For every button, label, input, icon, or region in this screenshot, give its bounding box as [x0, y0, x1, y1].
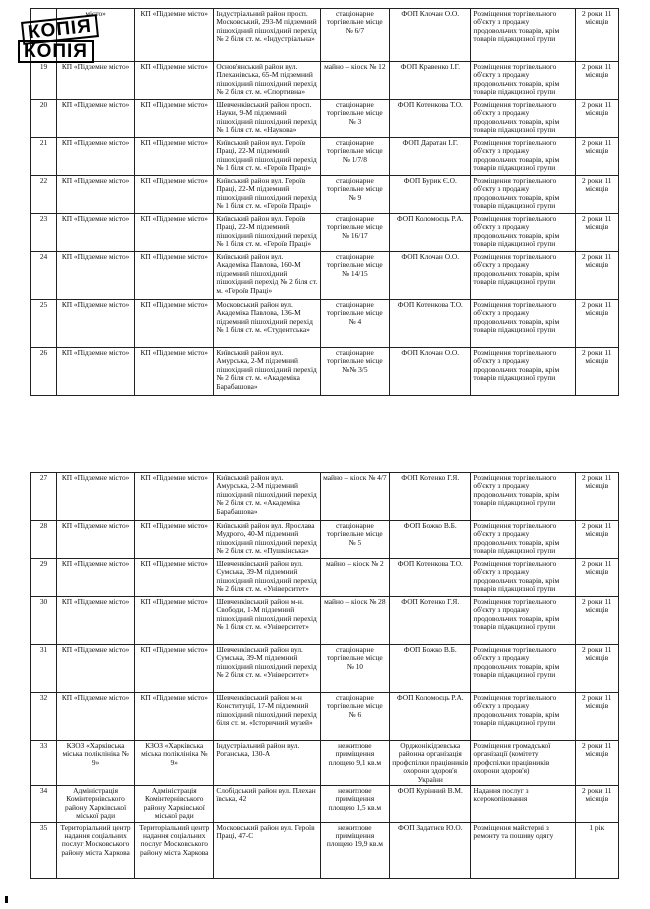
owner-cell: КП «Підземне місто» [57, 521, 135, 559]
purpose-cell: Розміщення громадської організації (комітету профспілки працівників охорони здоров'я) [471, 741, 575, 786]
operator-cell: КП «Підземне місто» [135, 100, 214, 138]
row-number: 23 [31, 214, 57, 252]
term-cell: 2 роки 11 місяців [575, 214, 618, 252]
purpose-cell: Розміщення торгівельного об'єкту з продажу продовольчих товарів, крім товарів підакцизної групи [471, 597, 575, 645]
address-cell: Київський район вул. Амурська, 2-М підземний пішохідний пішохідний перехід № 2 біля ст. м. «Академіка Барабашова» [214, 348, 320, 396]
place-cell: нежитлове приміщення площею 9,1 кв.м [320, 741, 389, 786]
table-row [31, 473, 619, 521]
term-cell: 2 роки 11 місяців [575, 597, 618, 645]
owner-cell: КП «Підземне місто» [57, 214, 135, 252]
row-number: 24 [31, 252, 57, 300]
row-number: 25 [31, 300, 57, 348]
address-cell: Київський район вул. Академіка Павлова, 160-М підземний пішохідний пішохідний перехід № 2 біля ст. м. «Героїв Праці» [214, 252, 320, 300]
address-cell: Київський район вул. Героїв Праці, 22-М підземний пішохідний пішохідний перехід № 1 біля ст. м. «Героїв Праці» [214, 214, 320, 252]
tenant-cell: ФОП Клочан О.О. [390, 252, 471, 300]
table-row [31, 348, 619, 396]
address-cell: Індустріальний район просп. Московський, 293-М підземний пішохідний пішохідний перехід № 2 біля ст. м. «Індустріальна» [214, 9, 320, 62]
owner-cell: КП «Підземне місто» [57, 252, 135, 300]
address-cell: Київський район вул. Героїв Праці, 22-М підземний пішохідний пішохідний перехід № 1 біля ст. м. «Героїв Праці» [214, 176, 320, 214]
row-number: 35 [31, 822, 57, 878]
table-row [31, 822, 619, 878]
owner-cell: КП «Підземне місто» [57, 645, 135, 693]
tenant-cell: Орджонікідзевська районна організація профспілки працівників охорони здоров'я України [390, 741, 471, 786]
term-cell: 2 роки 11 місяців [575, 348, 618, 396]
table-row [31, 176, 619, 214]
tenant-cell: ФОП Котенкова Т.О. [390, 300, 471, 348]
table-row [31, 252, 619, 300]
owner-cell: КП «Підземне місто» [57, 300, 135, 348]
tenant-cell: ФОП Божко В.Б. [390, 521, 471, 559]
tenant-cell: ФОП Клочан О.О. [390, 9, 471, 62]
owner-cell: місто» [57, 9, 135, 62]
table-row [31, 62, 619, 100]
term-cell: 2 роки 11 місяців [575, 176, 618, 214]
purpose-cell: Розміщення торгівельного об'єкту з продажу продовольчих товарів, крім товарів підакцизної групи [471, 348, 575, 396]
address-cell: Шевченківський район м-н. Свободи, 1-М підземний пішохідний пішохідний перехід № 1 біля ст. м. «Університет» [214, 597, 320, 645]
tenant-cell: ФОП Котенкова Т.О. [390, 559, 471, 597]
table-row [31, 138, 619, 176]
place-cell: стаціонарне торгівельне місце № 1/7/8 [320, 138, 389, 176]
operator-cell: КП «Підземне місто» [135, 176, 214, 214]
place-cell: стаціонарне торгівельне місце №№ 3/5 [320, 348, 389, 396]
table-row [31, 521, 619, 559]
table-row [31, 645, 619, 693]
term-cell: 2 роки 11 місяців [575, 786, 618, 823]
address-cell: Шевченківський район просп. Науки, 9-М підземний пішохідний пішохідний перехід № 1 біля ст. м. «Наукова» [214, 100, 320, 138]
place-cell: стаціонарне торгівельне місце № 10 [320, 645, 389, 693]
owner-cell: КП «Підземне місто» [57, 597, 135, 645]
term-cell: 1 рік [575, 822, 618, 878]
operator-cell: Територіальний центр надання соціальних послуг Московського району міста Харкова [135, 822, 214, 878]
owner-cell: КП «Підземне місто» [57, 176, 135, 214]
operator-cell: КЗОЗ «Харківська міська поліклініка № 9» [135, 741, 214, 786]
address-cell: Московський район вул. Героїв Праці, 47-С [214, 822, 320, 878]
place-cell: нежитлове приміщення площею 19,9 кв.м [320, 822, 389, 878]
owner-cell: КП «Підземне місто» [57, 559, 135, 597]
copy-stamp [14, 15, 126, 64]
row-number: 22 [31, 176, 57, 214]
operator-cell: КП «Підземне місто» [135, 521, 214, 559]
term-cell: 2 роки 11 місяців [575, 693, 618, 741]
operator-cell: КП «Підземне місто» [135, 62, 214, 100]
place-cell: стаціонарне торгівельне місце № 5 [320, 521, 389, 559]
purpose-cell: Розміщення торгівельного об'єкту з продажу продовольчих товарів, крім товарів підакцизної групи [471, 138, 575, 176]
purpose-cell: Розміщення торгівельного об'єкту з продажу продовольчих товарів, крім товарів підакцизної групи [471, 100, 575, 138]
lease-table-top [30, 8, 619, 396]
address-cell: Шевченківський район вул. Сумська, 39-М підземний пішохідний пішохідний перехід № 2 біля ст. м. «Університет» [214, 645, 320, 693]
term-cell: 2 роки 11 місяців [575, 300, 618, 348]
owner-cell: КП «Підземне місто» [57, 348, 135, 396]
address-cell: Московський район вул. Академіка Павлова, 136-М підземний пішохідний перехід № 1 біля ст. м. «Студентська» [214, 300, 320, 348]
owner-cell: КП «Підземне місто» [57, 100, 135, 138]
row-number: 27 [31, 473, 57, 521]
table-row [31, 559, 619, 597]
purpose-cell: Розміщення торгівельного об'єкту з продажу продовольчих товарів, крім товарів підакцизної групи [471, 559, 575, 597]
term-cell: 2 роки 11 місяців [575, 521, 618, 559]
row-number: 34 [31, 786, 57, 823]
operator-cell: Адміністрація Комінтернівського району Харківської міської ради [135, 786, 214, 823]
tenant-cell: ФОП Курінний В.М. [390, 786, 471, 823]
purpose-cell: Розміщення майстерні з ремонту та пошиву одягу [471, 822, 575, 878]
row-number: 26 [31, 348, 57, 396]
row-number: 21 [31, 138, 57, 176]
place-cell: майно – кіоск № 4/7 [320, 473, 389, 521]
term-cell: 2 роки 11 місяців [575, 559, 618, 597]
address-cell: Київський район вул. Амурська, 2-М підземний пішохідний пішохідний перехід № 2 біля ст. м. «Академіка Барабашова» [214, 473, 320, 521]
tenant-cell: ФОП Клочан О.О. [390, 348, 471, 396]
operator-cell: КП «Підземне місто» [135, 252, 214, 300]
copy-stamp-text: КОПІЯ [21, 14, 99, 45]
row-number: 29 [31, 559, 57, 597]
table-row [31, 693, 619, 741]
row-number: 31 [31, 645, 57, 693]
owner-cell: Територіальний центр надання соціальних послуг Московського району міста Харкова [57, 822, 135, 878]
operator-cell: КП «Підземне місто» [135, 214, 214, 252]
address-cell: Індустріальний район вул. Роганська, 130-А [214, 741, 320, 786]
tenant-cell: ФОП Коломоєць Р.А. [390, 693, 471, 741]
purpose-cell: Розміщення торгівельного об'єкту з продажу продовольчих товарів, крім товарів підакцизної групи [471, 252, 575, 300]
operator-cell: КП «Підземне місто» [135, 597, 214, 645]
tenant-cell: ФОП Божко В.Б. [390, 645, 471, 693]
place-cell: стаціонарне торгівельне місце № 6/7 [320, 9, 389, 62]
table-row [31, 100, 619, 138]
term-cell: 2 роки 11 місяців [575, 62, 618, 100]
operator-cell: КП «Підземне місто» [135, 300, 214, 348]
address-cell: Київський район вул. Ярослава Мудрого, 40-М підземний пішохідний пішохідний перехід № 2 біля ст. м. «Пушкінська» [214, 521, 320, 559]
purpose-cell: Розміщення торгівельного об'єкту з продажу продовольчих товарів, крім товарів підакцизної групи [471, 62, 575, 100]
term-cell: 2 роки 11 місяців [575, 100, 618, 138]
lease-table-bottom [30, 472, 619, 879]
purpose-cell: Розміщення торгівельного об'єкту з продажу продовольчих товарів, крім товарів підакцизної групи [471, 9, 575, 62]
term-cell: 2 роки 11 місяців [575, 741, 618, 786]
row-number: 19 [31, 62, 57, 100]
operator-cell: КП «Підземне місто» [135, 348, 214, 396]
term-cell: 2 роки 11 місяців [575, 9, 618, 62]
owner-cell: КП «Підземне місто» [57, 138, 135, 176]
table-row [31, 300, 619, 348]
purpose-cell: Розміщення торгівельного об'єкту з продажу продовольчих товарів, крім товарів підакцизної групи [471, 645, 575, 693]
address-cell: Шевченківський район м-н Конституції, 17-М підземний пішохідний пішохідний перехід біля ст. м. «Історичний музей» [214, 693, 320, 741]
copy-stamp-text: КОПІЯ [18, 40, 94, 63]
margin-mark [5, 896, 8, 903]
row-number: 30 [31, 597, 57, 645]
row-number: 20 [31, 100, 57, 138]
place-cell: майно – кіоск № 12 [320, 62, 389, 100]
place-cell: майно – кіоск № 28 [320, 597, 389, 645]
operator-cell: КП «Підземне місто» [135, 559, 214, 597]
place-cell: стаціонарне торгівельне місце № 9 [320, 176, 389, 214]
operator-cell: КП «Підземне місто» [135, 693, 214, 741]
owner-cell: КЗОЗ «Харківська міська поліклініка № 9» [57, 741, 135, 786]
purpose-cell: Розміщення торгівельного об'єкту з продажу продовольчих товарів, крім товарів підакцизної групи [471, 176, 575, 214]
owner-cell: КП «Підземне місто» [57, 62, 135, 100]
place-cell: майно – кіоск № 2 [320, 559, 389, 597]
row-number: 28 [31, 521, 57, 559]
table-row [31, 786, 619, 823]
tenant-cell: ФОП Задатнєв Ю.О. [390, 822, 471, 878]
tenant-cell: ФОП Бурик Є.О. [390, 176, 471, 214]
operator-cell: КП «Підземне місто» [135, 473, 214, 521]
owner-cell: КП «Підземне місто» [57, 693, 135, 741]
purpose-cell: Розміщення торгівельного об'єкту з продажу продовольчих товарів, крім товарів підакцизної групи [471, 300, 575, 348]
place-cell: стаціонарне торгівельне місце № 16/17 [320, 214, 389, 252]
tenant-cell: ФОП Коломоєць Р.А. [390, 214, 471, 252]
purpose-cell: Розміщення торгівельного об'єкту з продажу продовольчих товарів, крім товарів підакцизної групи [471, 214, 575, 252]
table-row [31, 214, 619, 252]
place-cell: стаціонарне торгівельне місце № 6 [320, 693, 389, 741]
operator-cell: КП «Підземне місто» [135, 9, 214, 62]
operator-cell: КП «Підземне місто» [135, 645, 214, 693]
purpose-cell: Розміщення торгівельного об'єкту з продажу продовольчих товарів, крім товарів підакцизної групи [471, 473, 575, 521]
owner-cell: Адміністрація Комінтернівського району Харківської міської ради [57, 786, 135, 823]
row-number: 33 [31, 741, 57, 786]
place-cell: стаціонарне торгівельне місце № 3 [320, 100, 389, 138]
address-cell: Київський район вул. Героїв Праці, 22-М підземний пішохідний пішохідний перехід № 1 біля ст. м. «Героїв Праці» [214, 138, 320, 176]
address-cell: Шевченківський район вул. Сумська, 39-М підземний пішохідний пішохідний перехід № 2 біля ст. м. «Університет» [214, 559, 320, 597]
table-row [31, 741, 619, 786]
owner-cell: КП «Підземне місто» [57, 473, 135, 521]
address-cell: Основ'янський район вул. Плеханівська, 65-М підземний пішохідний пішохідний перехід № 2 біля ст. м. «Спортивна» [214, 62, 320, 100]
term-cell: 2 роки 11 місяців [575, 138, 618, 176]
tenant-cell: ФОП Котенко Г.Я. [390, 597, 471, 645]
tenant-cell: ФОП Котенкова Т.О. [390, 100, 471, 138]
tenant-cell: ФОП Даратан І.Г. [390, 138, 471, 176]
term-cell: 2 роки 11 місяців [575, 252, 618, 300]
tenant-cell: ФОП Котенко Г.Я. [390, 473, 471, 521]
purpose-cell: Розміщення торгівельного об'єкту з продажу продовольчих товарів, крім товарів підакцизної групи [471, 693, 575, 741]
term-cell: 2 роки 11 місяців [575, 645, 618, 693]
place-cell: нежитлове приміщення площею 1,5 кв.м [320, 786, 389, 823]
tenant-cell: ФОП Кравенко І.Г. [390, 62, 471, 100]
term-cell: 2 роки 11 місяців [575, 473, 618, 521]
operator-cell: КП «Підземне місто» [135, 138, 214, 176]
table-row [31, 597, 619, 645]
purpose-cell: Розміщення торгівельного об'єкту з продажу продовольчих товарів, крім товарів підакцизної групи [471, 521, 575, 559]
place-cell: стаціонарне торгівельне місце № 4 [320, 300, 389, 348]
purpose-cell: Надання послуг з ксерокопіювання [471, 786, 575, 823]
place-cell: стаціонарне торгівельне місце № 14/15 [320, 252, 389, 300]
row-number: 32 [31, 693, 57, 741]
address-cell: Слобідський район вул. Плехан ївська, 42 [214, 786, 320, 823]
